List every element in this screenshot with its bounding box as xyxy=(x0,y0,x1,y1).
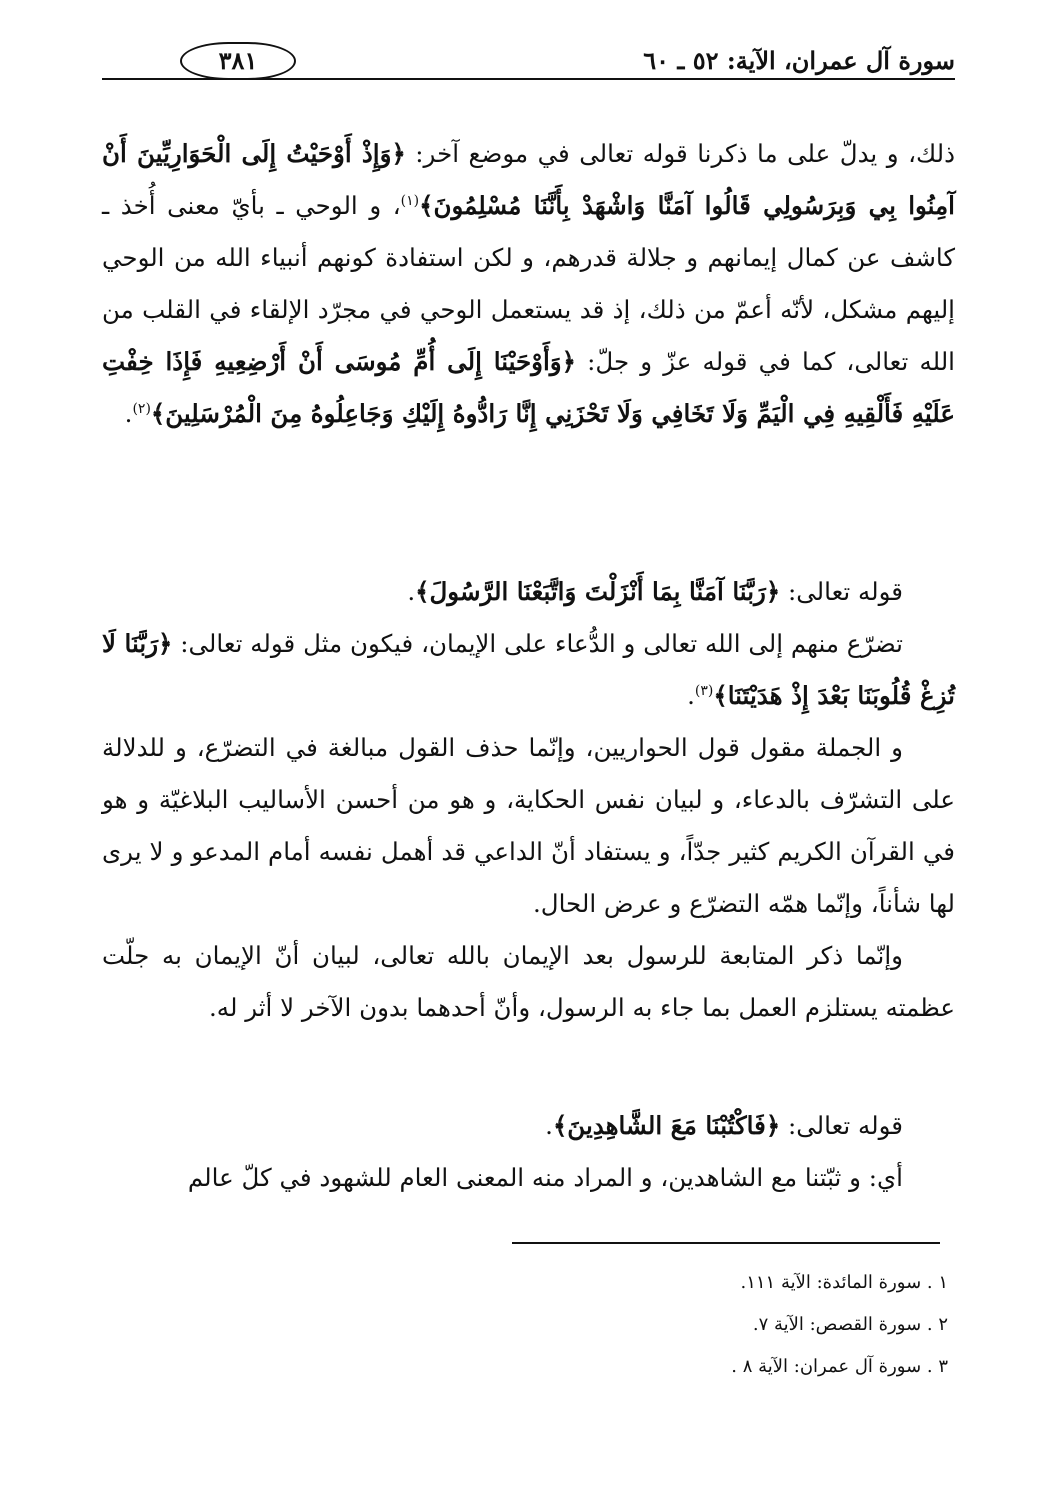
paragraph-3: و الجملة مقول قول الحواريين، وإنّما حذف القول مبالغة في التضرّع، و للدلالة على التشرّف بالدعاء، و لبيان نفس الحكاية، و هو من أحسن الأساليب البلاغيّة و هو في القرآن الكريم كثير جدّاً، و يستفاد أنّ الداعي قد أهمل نفسه أمام المدعو و لا يرى لها شأناً، وإنّما همّه التضرّع و عرض الحال. xyxy=(102,733,955,918)
paragraph-2-end: . xyxy=(687,681,695,710)
text-block-bottom xyxy=(102,1100,955,1204)
header-title: سورة آل عمران، الآية: ٥٢ ـ ٦٠ xyxy=(643,46,955,75)
verse-heading-1-quote: ﴿رَبَّنَا آمَنَّا بِمَا أَنْزَلْتَ وَاتَّبَعْنَا الرَّسُولَ﴾ xyxy=(415,577,781,606)
footnotes xyxy=(500,1262,948,1388)
paragraph-1-text-b: ، و الوحي ـ بأيّ معنى أُخذ ـ كاشف عن كمال إيمانهم و جلالة قدرهم، و لكن استفادة كونهم أنبياء الله من الوحي إليهم مشكل، لأنّه أعمّ من ذلك، إذ قد يستعمل الوحي في مجرّد الإلقاء في القلب من الله تعالى، كما في قوله عزّ و جلّ: xyxy=(102,191,955,376)
paragraph-4: وإنّما ذكر المتابعة للرسول بعد الإيمان بالله تعالى، لبيان أنّ الإيمان به جلّت عظمته يستلزم العمل بما جاء به الرسول، وأنّ أحدهما بدون الآخر لا أثر له. xyxy=(102,941,955,1022)
verse-heading-2-lead: قوله تعالى: xyxy=(780,1111,903,1140)
page-header xyxy=(102,40,955,88)
footnote-3: ٣ . سورة آل عمران: الآية ٨ . xyxy=(731,1356,948,1377)
verse-heading-1-end: . xyxy=(407,577,416,606)
verse-heading-2 xyxy=(102,1100,955,1152)
text-block-middle xyxy=(102,566,955,1034)
quran-quote-3: ﴿رَبَّنَا لَا تُزِغْ قُلُوبَنَا بَعْدَ إِذْ هَدَيْتَنَا﴾ xyxy=(102,629,955,710)
footnote-ref-1: (١) xyxy=(400,192,420,209)
verse-heading-2-quote: ﴿فَاكْتُبْنَا مَعَ الشَّاهِدِينَ﴾ xyxy=(552,1111,781,1140)
verse-heading-1 xyxy=(102,566,955,618)
paragraph-5: أي: و ثبّتنا مع الشاهدين، و المراد منه المعنى العام للشهود في كلّ عالم xyxy=(187,1163,903,1192)
footnote-1: ١ . سورة المائدة: الآية ١١١. xyxy=(740,1272,948,1293)
verse-heading-1-lead: قوله تعالى: xyxy=(780,577,903,606)
verse-heading-2-end: . xyxy=(545,1111,553,1140)
paragraph-1 xyxy=(102,128,955,440)
paragraph-2 xyxy=(102,618,955,722)
paragraph-1-end: . xyxy=(124,399,133,428)
page-number: ٣٨١ xyxy=(180,42,296,80)
text-block-top xyxy=(102,128,955,440)
paragraph-1-text-a: ذلك، و يدلّ على ما ذكرنا قوله تعالى في موضع آخر: xyxy=(405,139,955,168)
footnote-rule xyxy=(512,1242,940,1244)
paragraph-2-text-a: تضرّع منهم إلى الله تعالى و الدُّعاء على الإيمان، فيكون مثل قوله تعالى: xyxy=(172,629,903,658)
footnote-ref-2: (٢) xyxy=(132,400,151,417)
footnote-ref-3: (٣) xyxy=(694,682,714,699)
quran-quote-1: ﴿وَإِذْ أَوْحَيْتُ إِلَى الْحَوَارِيِّينَ أَنْ آمِنُوا بِي وَبِرَسُولِي قَالُوا آمَنَّا وَاشْهَدْ بِأَنَّنَا مُسْلِمُونَ﴾ xyxy=(102,139,955,220)
footnote-2: ٢ . سورة القصص: الآية ٧. xyxy=(752,1314,948,1335)
quran-quote-2: ﴿وَأَوْحَيْنَا إِلَى أُمِّ مُوسَى أَنْ أَرْضِعِيهِ فَإِذَا خِفْتِ عَلَيْهِ فَأَلْقِيهِ فِي الْيَمِّ وَلَا تَخَافِي وَلَا تَحْزَنِي إِنَّا رَادُّوهُ إِلَيْكِ وَجَاعِلُوهُ مِنَ الْمُرْسَلِينَ﴾ xyxy=(102,347,955,428)
